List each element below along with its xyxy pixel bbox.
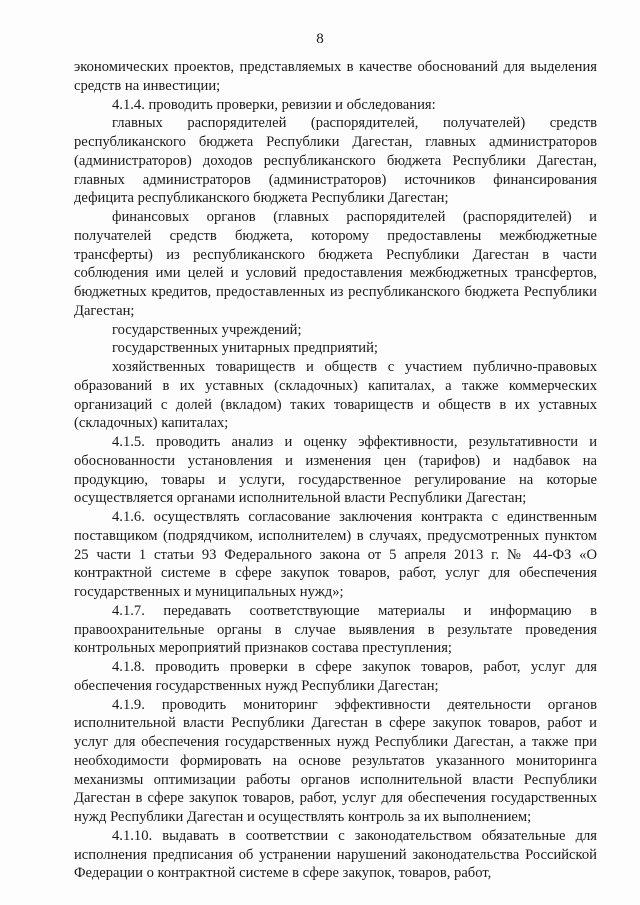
paragraph: государственных унитарных предприятий;	[112, 340, 378, 357]
paragraph: 4.1.10. выдавать в соответствии с законодательством обязательные для исполнения предписания об устранении нарушений законодательства Российской Федерации о контрактной системе в сфере закупок, товаров, работ,	[74, 827, 597, 882]
paragraph: финансовых органов (главных распорядителей (распорядителей) и получателей средств бюджета, которому предоставлены межбюджетные трансферты) из республиканского бюджета Республики Дагестан в части соблюдения ими целей и условий предоставления межбюджетных трансфертов, бюджетных кредитов, предоставленных из республиканского бюджета Республики Дагестан;	[74, 209, 597, 319]
paragraph: 4.1.7. передавать соответствующие материалы и информацию в правоохранительные органы в случае выявления в результате проведения контрольных мероприятий признаков состава преступления;	[74, 602, 597, 657]
paragraph: 4.1.8. проводить проверки в сфере закупок товаров, работ, услуг для обеспечения государственных нужд Республики Дагестан;	[74, 659, 597, 694]
paragraph: хозяйственных товариществ и обществ с участием публично-правовых образований в их уставных (складочных) капиталах, а также коммерческих организаций с долей (вкладом) таких товариществ и обществ в их уставных (складочных) капиталах;	[74, 359, 597, 432]
paragraph: 4.1.9. проводить мониторинг эффективности деятельности органов исполнительной власти Республики Дагестан в сфере закупок товаров, работ и услуг для обеспечения государственных нужд Республики Дагестан, а также при необходимости формировать на основе результатов указанного мониторинга механизмы оптимизации работы органов исполнительной власти Республики Дагестан в сфере закупок товаров, работ, услуг для обеспечения государственных нужд Республики Дагестан и осуществлять контроль за их выполнением;	[74, 696, 597, 825]
document-body	[74, 58, 597, 883]
paragraph: 4.1.6. осуществлять согласование заключения контракта с единственным поставщиком (подрядчиком, исполнителем) в случаях, предусмотренных пунктом 25 части 1 статьи 93 Федерального закона от 5 апреля 2013 г. № 44-ФЗ «О контрактной системе в сфере закупок товаров, работ, услуг для обеспечения государственных и муниципальных нужд»;	[74, 509, 597, 600]
paragraph: главных распорядителей (распорядителей, получателей) средств республиканского бюджета Республики Дагестан, главных администраторов (администраторов) доходов республиканского бюджета Республики Дагестан, главных администраторов (администраторов) источников финансирования дефицита республиканского бюджета Республики Дагестан;	[74, 115, 597, 207]
paragraph: 4.1.4. проводить проверки, ревизии и обследования:	[112, 96, 436, 113]
paragraph: государственных учреждений;	[112, 321, 302, 338]
page-number: 8	[316, 31, 324, 47]
paragraph: 4.1.5. проводить анализ и оценку эффективности, результативности и обоснованности установления и изменения цен (тарифов) и надбавок на продукцию, товары и услуги, государственное регулирование на которые осуществляется органами исполнительной власти Республики Дагестан;	[74, 434, 597, 507]
paragraph: экономических проектов, представляемых в качестве обоснований для выделения средств на инвестиции;	[74, 59, 597, 94]
